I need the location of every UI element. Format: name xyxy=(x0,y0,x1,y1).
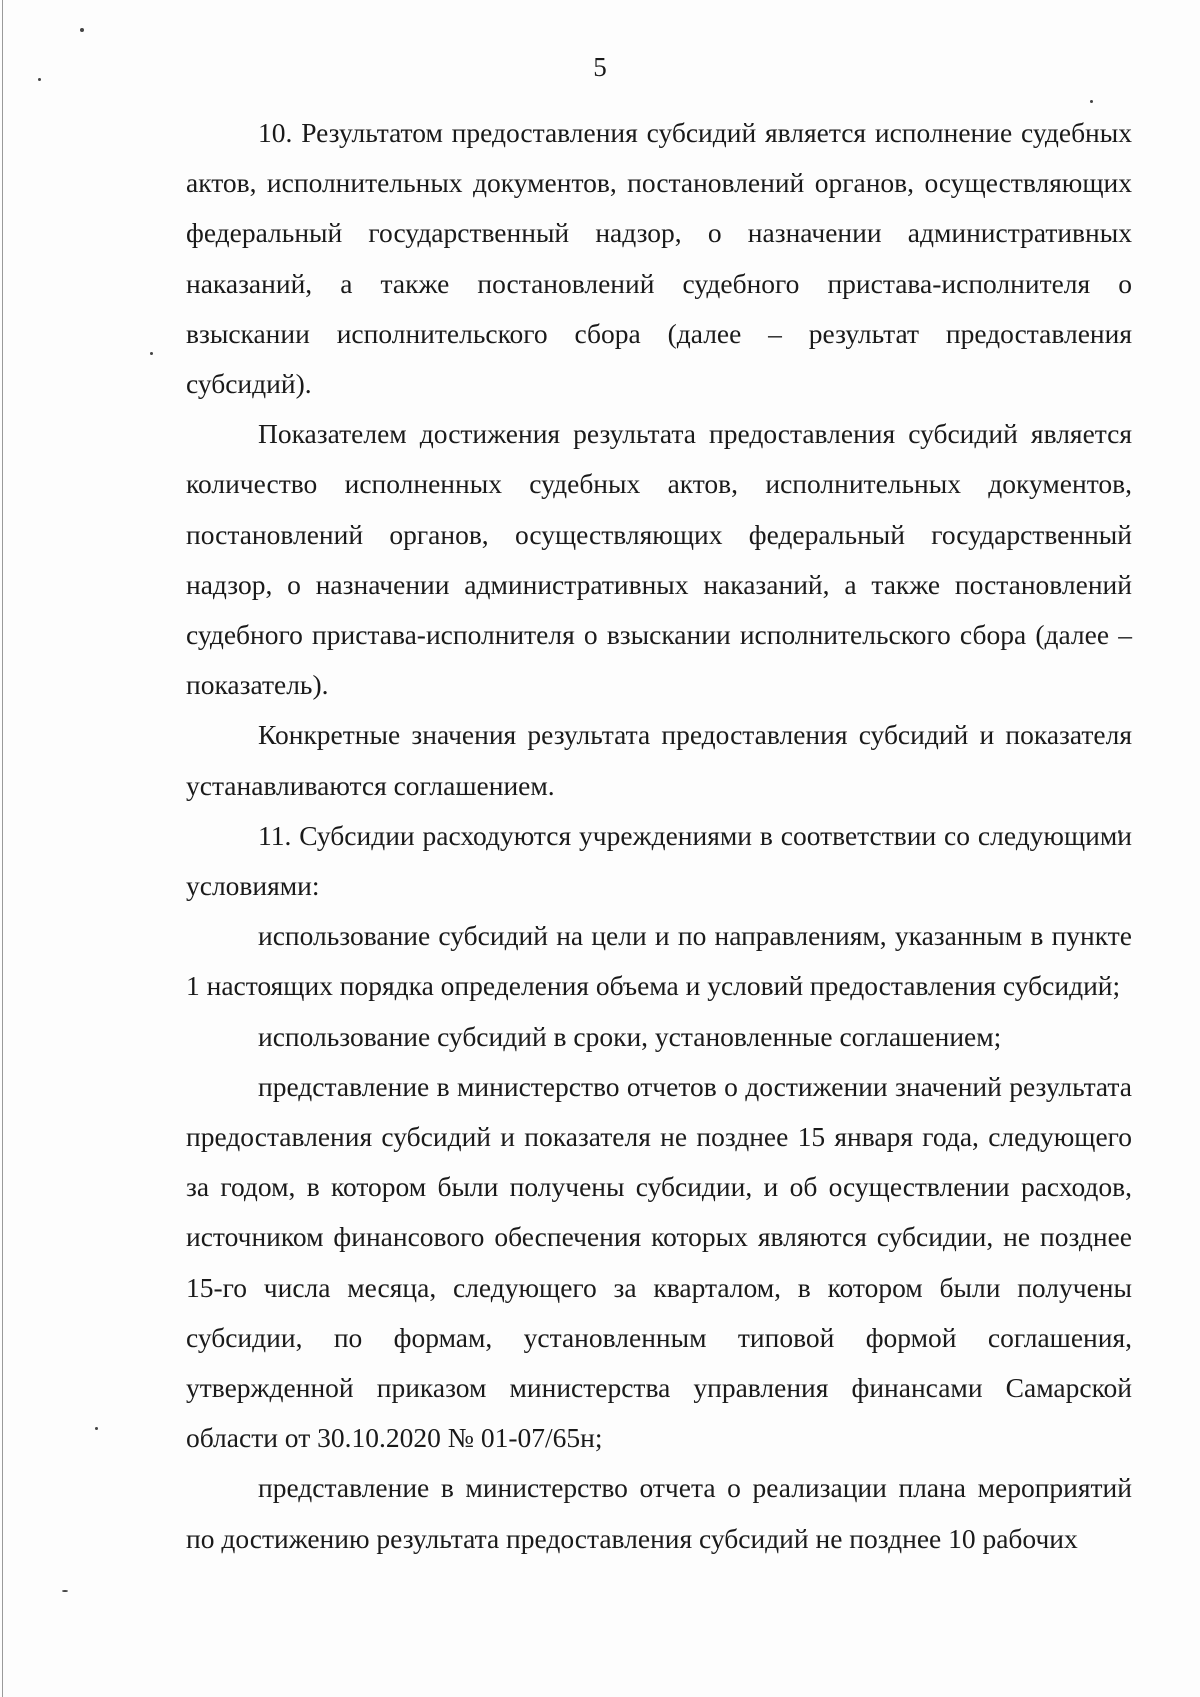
paragraph-condition-reports: представление в министерство отчетов о достижении значений результата предоставления субсидий и показателя не позднее 15 января года, следующего за годом, в котором были получены субсидии, и об осуществлении расходов, источником финансового обеспечения которых являются субсидии, не позднее 15-го числа месяца, следующего за кварталом, в котором были получены субсидии, по формам, установленным типовой формой соглашения, утвержденной приказом министерства управления финансами Самарской области от 30.10.2020 № 01-07/65н; xyxy=(186,1070,1132,1454)
paragraph-spending-conditions: 11. Субсидии расходуются учреждениями в соответствии со следующими условиями: xyxy=(186,819,1132,902)
scan-speck xyxy=(150,352,153,355)
document-body xyxy=(186,108,1132,1564)
paragraph-result-definition: 10. Результатом предоставления субсидий является исполнение судебных актов, исполнительных документов, постановлений органов, осуществляющих федеральный государственный надзор, о назначении административных наказаний, а также постановлений судебного пристава-исполнителя о взыскании исполнительского сбора (далее – результат предоставления субсидий). xyxy=(186,117,1132,400)
paragraph-condition-purpose: использование субсидий на цели и по направлениям, указанным в пункте 1 настоящих порядка определения объема и условий предоставления субсидий; xyxy=(186,920,1132,1002)
paragraph-indicator-definition: Показателем достижения результата предоставления субсидий является количество исполненных судебных актов, исполнительных документов, постановлений органов, осуществляющих федеральный государственный надзор, о назначении административных наказаний, а также постановлений судебного пристава-исполнителя о взыскании исполнительского сбора (далее – показатель). xyxy=(186,418,1132,701)
paragraph-values-agreement: Конкретные значения результата предоставления субсидий и показателя устанавливаются соглашением. xyxy=(186,719,1132,801)
scan-speck xyxy=(80,28,84,32)
scan-left-edge xyxy=(2,0,3,1697)
paragraph-condition-deadlines: использование субсидий в сроки, установленные соглашением; xyxy=(258,1020,1002,1052)
page-number: 5 xyxy=(593,52,607,82)
paragraph-condition-plan-report: представление в министерство отчета о реализации плана мероприятий по достижению результата предоставления субсидий не позднее 10 рабочих xyxy=(186,1472,1132,1554)
scan-speck xyxy=(62,1590,68,1592)
scan-speck xyxy=(95,1427,98,1430)
scan-speck xyxy=(1090,100,1093,103)
